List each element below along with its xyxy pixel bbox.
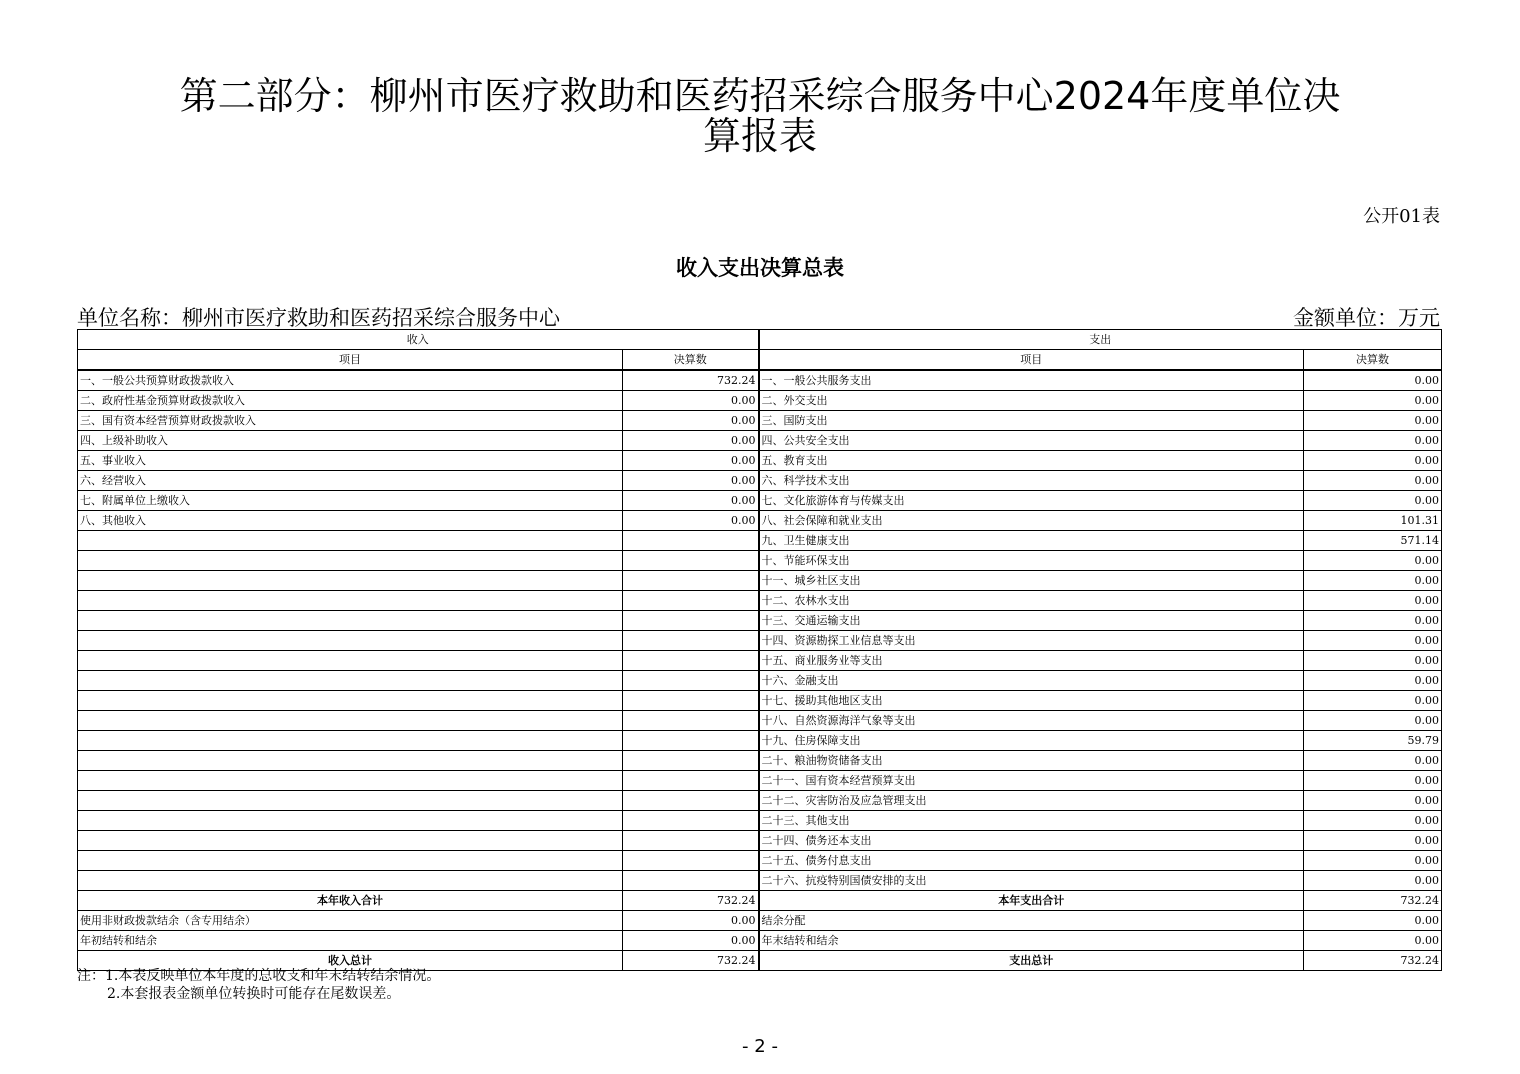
- header-row-columns: [78, 350, 1442, 371]
- expense-amount: 0.00: [1304, 751, 1442, 771]
- expense-item: 十二、农林水支出: [759, 591, 1304, 611]
- income-item: [78, 611, 623, 631]
- expense-amount: 0.00: [1304, 851, 1442, 871]
- income-item: [78, 591, 623, 611]
- income-amount: [623, 691, 759, 711]
- table-row: [78, 771, 1442, 791]
- expense-item: 十七、援助其他地区支出: [759, 691, 1304, 711]
- income-amount: [623, 671, 759, 691]
- expense-total-amount: 732.24: [1304, 951, 1442, 971]
- income-amount: 0.00: [623, 911, 759, 931]
- income-amount: 0.00: [623, 931, 759, 951]
- income-amount: [623, 711, 759, 731]
- page-title: [0, 76, 1520, 156]
- expense-amount: 0.00: [1304, 651, 1442, 671]
- income-item: [78, 631, 623, 651]
- income-amount-header: 决算数: [623, 350, 759, 371]
- expense-item: 二十三、其他支出: [759, 811, 1304, 831]
- income-total-label: 收入总计: [78, 951, 623, 971]
- income-amount: 0.00: [623, 491, 759, 511]
- income-item-header: 项目: [78, 350, 623, 371]
- expense-item: 二十六、抗疫特别国债安排的支出: [759, 871, 1304, 891]
- table-title: 收入支出决算总表: [676, 255, 844, 280]
- expense-item: 一、一般公共服务支出: [759, 370, 1304, 391]
- table-row: [78, 451, 1442, 471]
- income-item: [78, 731, 623, 751]
- table-row: [78, 591, 1442, 611]
- income-item: 使用非财政拨款结余（含专用结余）: [78, 911, 623, 931]
- expense-amount: 0.00: [1304, 591, 1442, 611]
- expense-item: 十九、住房保障支出: [759, 731, 1304, 751]
- expense-amount: 0.00: [1304, 711, 1442, 731]
- income-item: 五、事业收入: [78, 451, 623, 471]
- income-amount: 0.00: [623, 511, 759, 531]
- income-item: 四、上级补助收入: [78, 431, 623, 451]
- expense-amount: 0.00: [1304, 571, 1442, 591]
- expense-item: 二十五、债务付息支出: [759, 851, 1304, 871]
- expense-item: 二十四、债务还本支出: [759, 831, 1304, 851]
- expense-item: 二十二、灾害防治及应急管理支出: [759, 791, 1304, 811]
- income-item: [78, 811, 623, 831]
- table-row: [78, 511, 1442, 531]
- expense-total-label: 支出总计: [759, 951, 1304, 971]
- expense-amount: 0.00: [1304, 771, 1442, 791]
- expense-amount: 0.00: [1304, 831, 1442, 851]
- expense-amount: 0.00: [1304, 370, 1442, 391]
- table-row: [78, 471, 1442, 491]
- income-amount: [623, 551, 759, 571]
- expense-amount: 101.31: [1304, 511, 1442, 531]
- income-item: [78, 791, 623, 811]
- income-total-amount: 732.24: [623, 891, 759, 911]
- expense-item: 结余分配: [759, 911, 1304, 931]
- unit-name: 单位名称：柳州市医疗救助和医药招采综合服务中心: [77, 306, 560, 330]
- expense-total-label: 本年支出合计: [759, 891, 1304, 911]
- page-title-line2: 算报表: [702, 114, 817, 158]
- expense-amount: 0.00: [1304, 631, 1442, 651]
- income-item: 三、国有资本经营预算财政拨款收入: [78, 411, 623, 431]
- income-amount: 0.00: [623, 471, 759, 491]
- expense-item: 二十、粮油物资储备支出: [759, 751, 1304, 771]
- table-row: [78, 791, 1442, 811]
- table-row: [78, 571, 1442, 591]
- expense-item: 七、文化旅游体育与传媒支出: [759, 491, 1304, 511]
- income-amount: [623, 791, 759, 811]
- income-amount: [623, 591, 759, 611]
- expense-total-amount: 732.24: [1304, 891, 1442, 911]
- income-item: [78, 571, 623, 591]
- income-amount: [623, 731, 759, 751]
- page-number: - 2 -: [742, 1036, 778, 1057]
- expense-amount: 0.00: [1304, 411, 1442, 431]
- note-1: 注：1.本表反映单位本年度的总收支和年末结转结余情况。: [77, 968, 441, 984]
- income-item: 年初结转和结余: [78, 931, 623, 951]
- income-amount: 0.00: [623, 391, 759, 411]
- expense-item: 十三、交通运输支出: [759, 611, 1304, 631]
- income-amount: [623, 651, 759, 671]
- amount-unit: 金额单位：万元: [1293, 306, 1440, 330]
- expense-item-header: 项目: [759, 350, 1304, 371]
- expense-amount: 0.00: [1304, 871, 1442, 891]
- table-row: [78, 711, 1442, 731]
- table-row: [78, 691, 1442, 711]
- expense-item: 三、国防支出: [759, 411, 1304, 431]
- income-amount: [623, 851, 759, 871]
- expense-amount: 0.00: [1304, 471, 1442, 491]
- table-row: [78, 751, 1442, 771]
- income-item: [78, 771, 623, 791]
- expense-amount: 0.00: [1304, 431, 1442, 451]
- note-2: 2.本套报表金额单位转换时可能存在尾数误差。: [107, 986, 401, 1002]
- table-row: [78, 631, 1442, 651]
- expense-item: 二、外交支出: [759, 391, 1304, 411]
- income-amount: [623, 771, 759, 791]
- table-row: [78, 911, 1442, 931]
- expense-amount: 571.14: [1304, 531, 1442, 551]
- header-row-group: [78, 330, 1442, 350]
- income-amount: [623, 611, 759, 631]
- expense-amount: 0.00: [1304, 611, 1442, 631]
- income-amount: [623, 531, 759, 551]
- expense-item: 十、节能环保支出: [759, 551, 1304, 571]
- income-expense-table: [77, 329, 1442, 971]
- income-amount: 0.00: [623, 451, 759, 471]
- expense-amount: 0.00: [1304, 911, 1442, 931]
- expense-amount: 0.00: [1304, 451, 1442, 471]
- expense-amount: 0.00: [1304, 691, 1442, 711]
- income-amount: 732.24: [623, 370, 759, 391]
- table-row: [78, 391, 1442, 411]
- expense-amount: 0.00: [1304, 671, 1442, 691]
- table-row: [78, 611, 1442, 631]
- expense-item: 十一、城乡社区支出: [759, 571, 1304, 591]
- expense-item: 四、公共安全支出: [759, 431, 1304, 451]
- expense-header: 支出: [759, 330, 1442, 350]
- table-row: [78, 531, 1442, 551]
- expense-amount: 0.00: [1304, 931, 1442, 951]
- table-number: 公开01表: [1363, 206, 1440, 227]
- income-amount: 0.00: [623, 431, 759, 451]
- expense-item: 八、社会保障和就业支出: [759, 511, 1304, 531]
- income-amount: [623, 751, 759, 771]
- income-item: 八、其他收入: [78, 511, 623, 531]
- table-row: [78, 831, 1442, 851]
- expense-amount: 59.79: [1304, 731, 1442, 751]
- expense-amount-header: 决算数: [1304, 350, 1442, 371]
- expense-amount: 0.00: [1304, 791, 1442, 811]
- income-amount: [623, 631, 759, 651]
- expense-amount: 0.00: [1304, 551, 1442, 571]
- table-row: [78, 370, 1442, 391]
- table-row: [78, 931, 1442, 951]
- expense-item: 年末结转和结余: [759, 931, 1304, 951]
- expense-amount: 0.00: [1304, 391, 1442, 411]
- table-row: [78, 491, 1442, 511]
- income-amount: [623, 811, 759, 831]
- expense-item: 二十一、国有资本经营预算支出: [759, 771, 1304, 791]
- income-item: [78, 871, 623, 891]
- income-item: [78, 671, 623, 691]
- income-item: 一、一般公共预算财政拨款收入: [78, 370, 623, 391]
- income-item: [78, 531, 623, 551]
- expense-item: 十六、金融支出: [759, 671, 1304, 691]
- table-row: [78, 811, 1442, 831]
- income-amount: [623, 571, 759, 591]
- table-row: [78, 731, 1442, 751]
- income-total-label: 本年收入合计: [78, 891, 623, 911]
- expense-item: 十八、自然资源海洋气象等支出: [759, 711, 1304, 731]
- income-item: [78, 551, 623, 571]
- income-item: [78, 751, 623, 771]
- expense-item: 十五、商业服务业等支出: [759, 651, 1304, 671]
- income-item: 二、政府性基金预算财政拨款收入: [78, 391, 623, 411]
- table-row: [78, 551, 1442, 571]
- income-amount: 0.00: [623, 411, 759, 431]
- income-header: 收入: [78, 330, 759, 350]
- notes: [77, 967, 440, 1003]
- expense-item: 十四、资源勘探工业信息等支出: [759, 631, 1304, 651]
- page-title-line1: 第二部分：柳州市医疗救助和医药招采综合服务中心2024年度单位决: [179, 74, 1341, 118]
- expense-amount: 0.00: [1304, 491, 1442, 511]
- income-amount: [623, 831, 759, 851]
- expense-item: 六、科学技术支出: [759, 471, 1304, 491]
- income-item: [78, 831, 623, 851]
- income-amount: [623, 871, 759, 891]
- expense-item: 五、教育支出: [759, 451, 1304, 471]
- expense-item: 九、卫生健康支出: [759, 531, 1304, 551]
- table-row: [78, 871, 1442, 891]
- subtotal-row: [78, 891, 1442, 911]
- table-row: [78, 851, 1442, 871]
- income-item: [78, 711, 623, 731]
- income-item: [78, 851, 623, 871]
- table-row: [78, 431, 1442, 451]
- expense-amount: 0.00: [1304, 811, 1442, 831]
- income-item: 六、经营收入: [78, 471, 623, 491]
- income-item: [78, 691, 623, 711]
- income-item: [78, 651, 623, 671]
- table-row: [78, 411, 1442, 431]
- income-item: 七、附属单位上缴收入: [78, 491, 623, 511]
- table-row: [78, 671, 1442, 691]
- table-row: [78, 651, 1442, 671]
- income-total-amount: 732.24: [623, 951, 759, 971]
